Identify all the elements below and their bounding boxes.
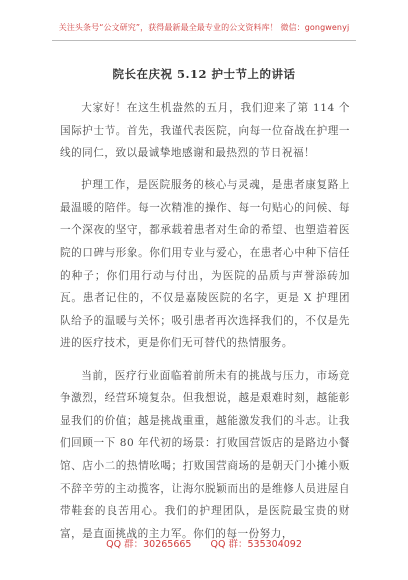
document-body (60, 97, 350, 555)
footer-qq-group-2: QQ 群：535304092 (210, 539, 302, 550)
footer-qq-group-1: QQ 群：30265665 (106, 539, 192, 550)
paragraph-current-challenges: 当前，医疗行业面临着前所未有的挑战与压力，市场竞争激烈，经营环境复杂。但我想说，越是艰难时刻，越能彰显我们的价值；越是挑战重重，越能激发我们的斗志。让我们回顾一下 80 年代初的场景：打败国营饭店的是路边小餐馆、店小二的热情吆喝；打败国营商场的是朝天门小摊小贩不辞辛劳的主动揽客，让海尔脱颖而出的是维修人员进屋自带鞋套的良苦用心。我们的护理团队，是医院最宝贵的财富，是直面挑战的主力军。你们的每一份努力， (60, 369, 350, 540)
footer-contact (0, 536, 408, 550)
paragraph-greeting: 大家好！在这生机盎然的五月，我们迎来了第 114 个国际护士节。首先，我谨代表医院，向每一位奋战在护理一线的同仁，致以最诚挚地感谢和最热烈的节日祝福！ (60, 102, 350, 160)
header-divider (52, 40, 356, 41)
document-title: 院长在庆祝 5.12 护士节上的讲话 (112, 67, 296, 81)
paragraph-nursing-work: 护理工作，是医院服务的核心与灵魂，是患者康复路上最温暖的陪伴。每一次精准的操作、每一句贴心的问候、每一个深夜的坚守，都承载着患者对生命的希望、也塑造着医院的口碑与形象。你们用专业与爱心，在患者心中种下信任的种子；你们用行动与付出，为医院的品质与声誉添砖加瓦。患者记住的，不仅是嘉陵医院的名字，更是 X 护理团队给予的温暖与关怀；吸引患者再次选择我们的，不仅是先进的医疗技术，更是你们无可替代的热情服务。 (60, 179, 350, 350)
promo-header: 关注头条号“公文研究”，获得最新最全最专业的公文资料库！ 微信：gongwenyj (58, 23, 350, 32)
